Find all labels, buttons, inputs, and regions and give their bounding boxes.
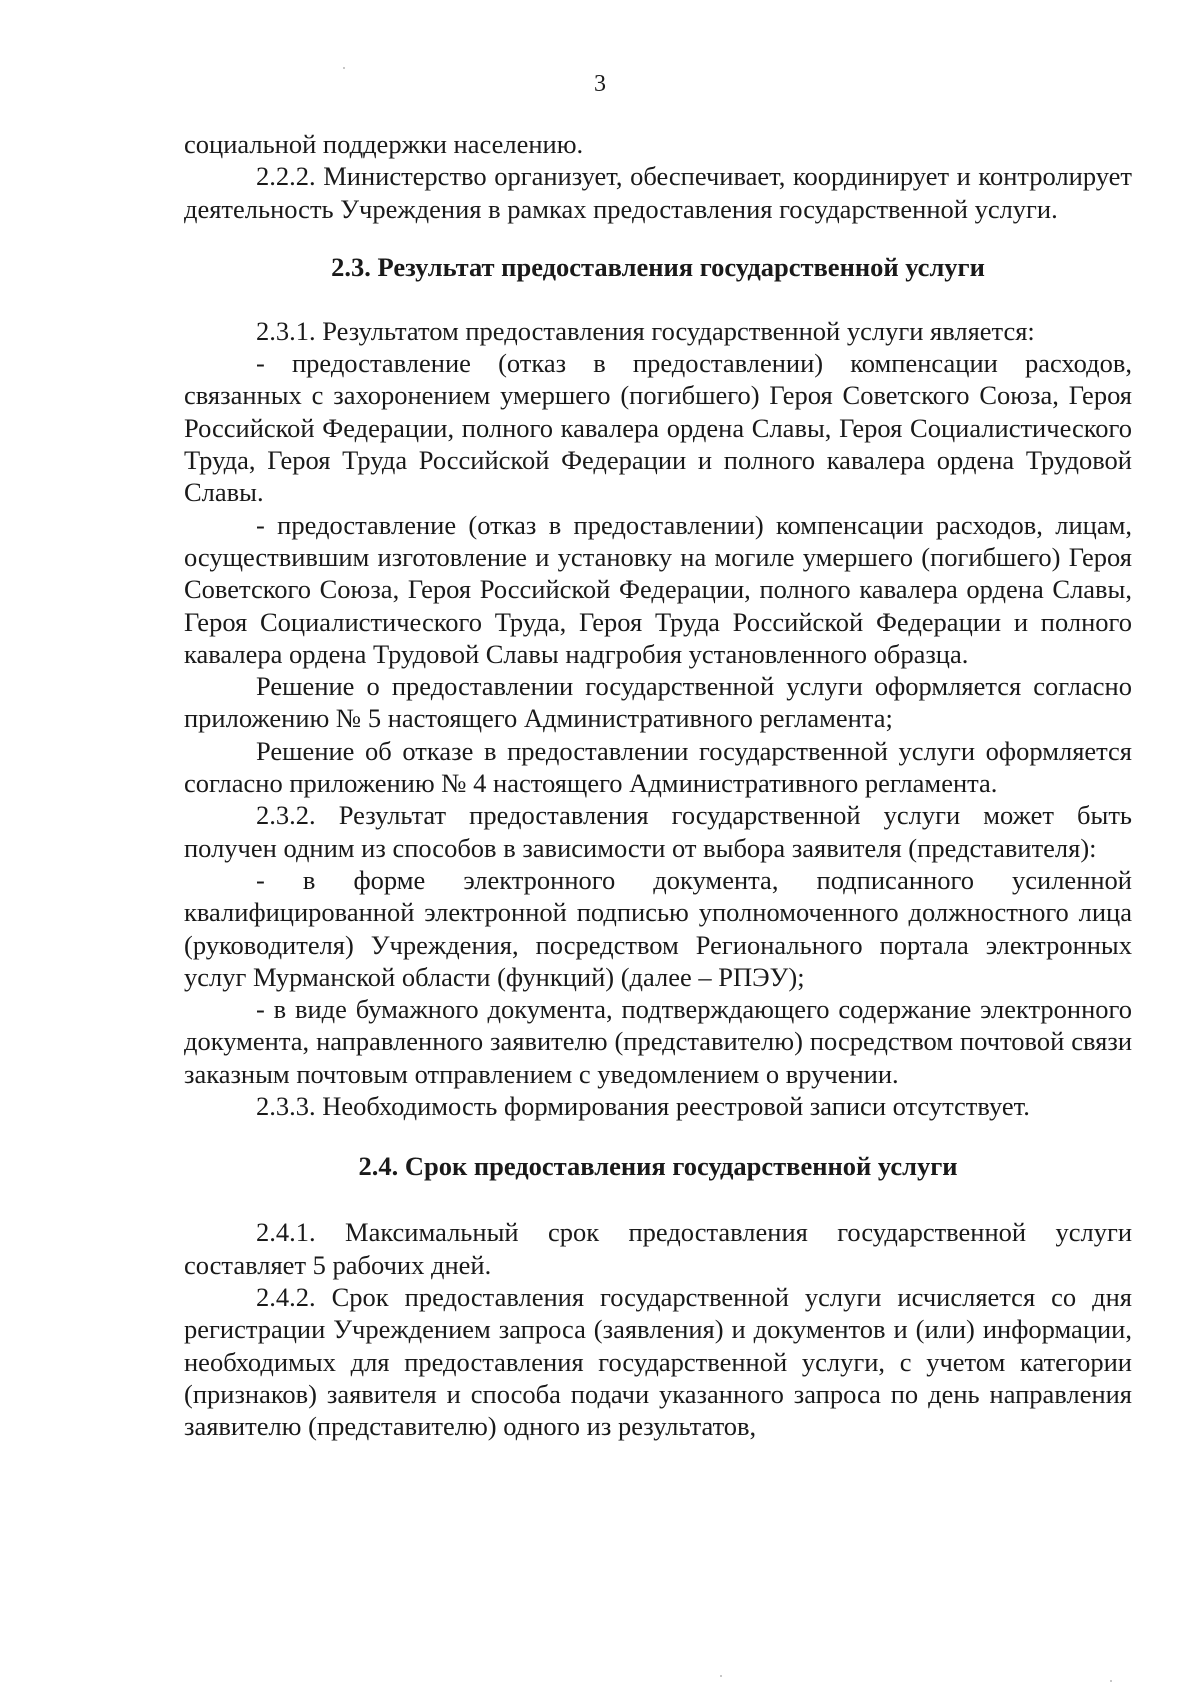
paragraph-tombstone-compensation: - предоставление (отказ в предоставлении) компенсации расходов, лицам, осуществившим изготовление и установку на могиле умершего (погибшего) Героя Советского Союза, Героя Российской Федерации, полного кавалера ордена Славы, Героя Социалистического Труда, Героя Труда Российской Федерации и полного кавалера ордена Трудовой Славы надгробия установленного образца.	[184, 509, 1132, 669]
paragraph-2-2-2: 2.2.2. Министерство организует, обеспечивает, координирует и контролирует деятельность Учреждения в рамках предоставления государственной услуги.	[184, 161, 1132, 224]
document-body	[184, 128, 1132, 1442]
paragraph-electronic-document: - в форме электронного документа, подписанного усиленной квалифицированной электронной подписью уполномоченного должностного лица (руководителя) Учреждения, посредством Регионального портала электронных услуг Мурманской области (функций) (далее – РПЭУ);	[184, 864, 1132, 992]
paragraph-2-4-1: 2.4.1. Максимальный срок предоставления государственной услуги составляет 5 рабочих дней.	[184, 1217, 1132, 1280]
paragraph-2-3-2: 2.3.2. Результат предоставления государственной услуги может быть получен одним из способов в зависимости от выбора заявителя (представителя):	[184, 800, 1132, 863]
scan-speck	[720, 1675, 722, 1677]
paragraph-2-3-3: 2.3.3. Необходимость формирования реестровой записи отсутствует.	[256, 1091, 1030, 1122]
paragraph-2-3-1: 2.3.1. Результатом предоставления государственной услуги является:	[256, 315, 1035, 346]
paragraph-continuation: социальной поддержки населению.	[184, 129, 584, 159]
scan-speck	[343, 67, 345, 69]
paragraph-refusal-decision: Решение об отказе в предоставлении государственной услуги оформляется согласно приложению № 4 настоящего Административного регламента.	[184, 735, 1132, 799]
paragraph-burial-compensation: - предоставление (отказ в предоставлении) компенсации расходов, связанных с захоронением умершего (погибшего) Героя Советского Союза, Героя Российской Федерации, полного кавалера ордена Славы, Героя Социалистического Труда, Героя Труда Российской Федерации и полного кавалера ордена Трудовой Славы.	[184, 348, 1132, 508]
page-number: 3	[594, 71, 606, 97]
scan-speck	[1110, 1680, 1112, 1682]
section-heading-2-3: 2.3. Результат предоставления государственной услуги	[331, 251, 985, 282]
paragraph-2-4-2: 2.4.2. Срок предоставления государственной услуги исчисляется со дня регистрации Учреждением запроса (заявления) и документов и (или) информации, необходимых для предоставления государственной услуги, с учетом категории (признаков) заявителя и способа подачи указанного запроса по день направления заявителю (представителю) одного из результатов,	[184, 1281, 1132, 1442]
paragraph-approval-decision: Решение о предоставлении государственной услуги оформляется согласно приложению № 5 настоящего Административного регламента;	[184, 671, 1132, 734]
section-heading-2-4: 2.4. Срок предоставления государственной услуги	[358, 1151, 958, 1182]
paragraph-paper-document: - в виде бумажного документа, подтверждающего содержание электронного документа, направленного заявителю (представителю) посредством почтовой связи заказным почтовым отправлением с уведомлением о вручении.	[184, 994, 1132, 1089]
